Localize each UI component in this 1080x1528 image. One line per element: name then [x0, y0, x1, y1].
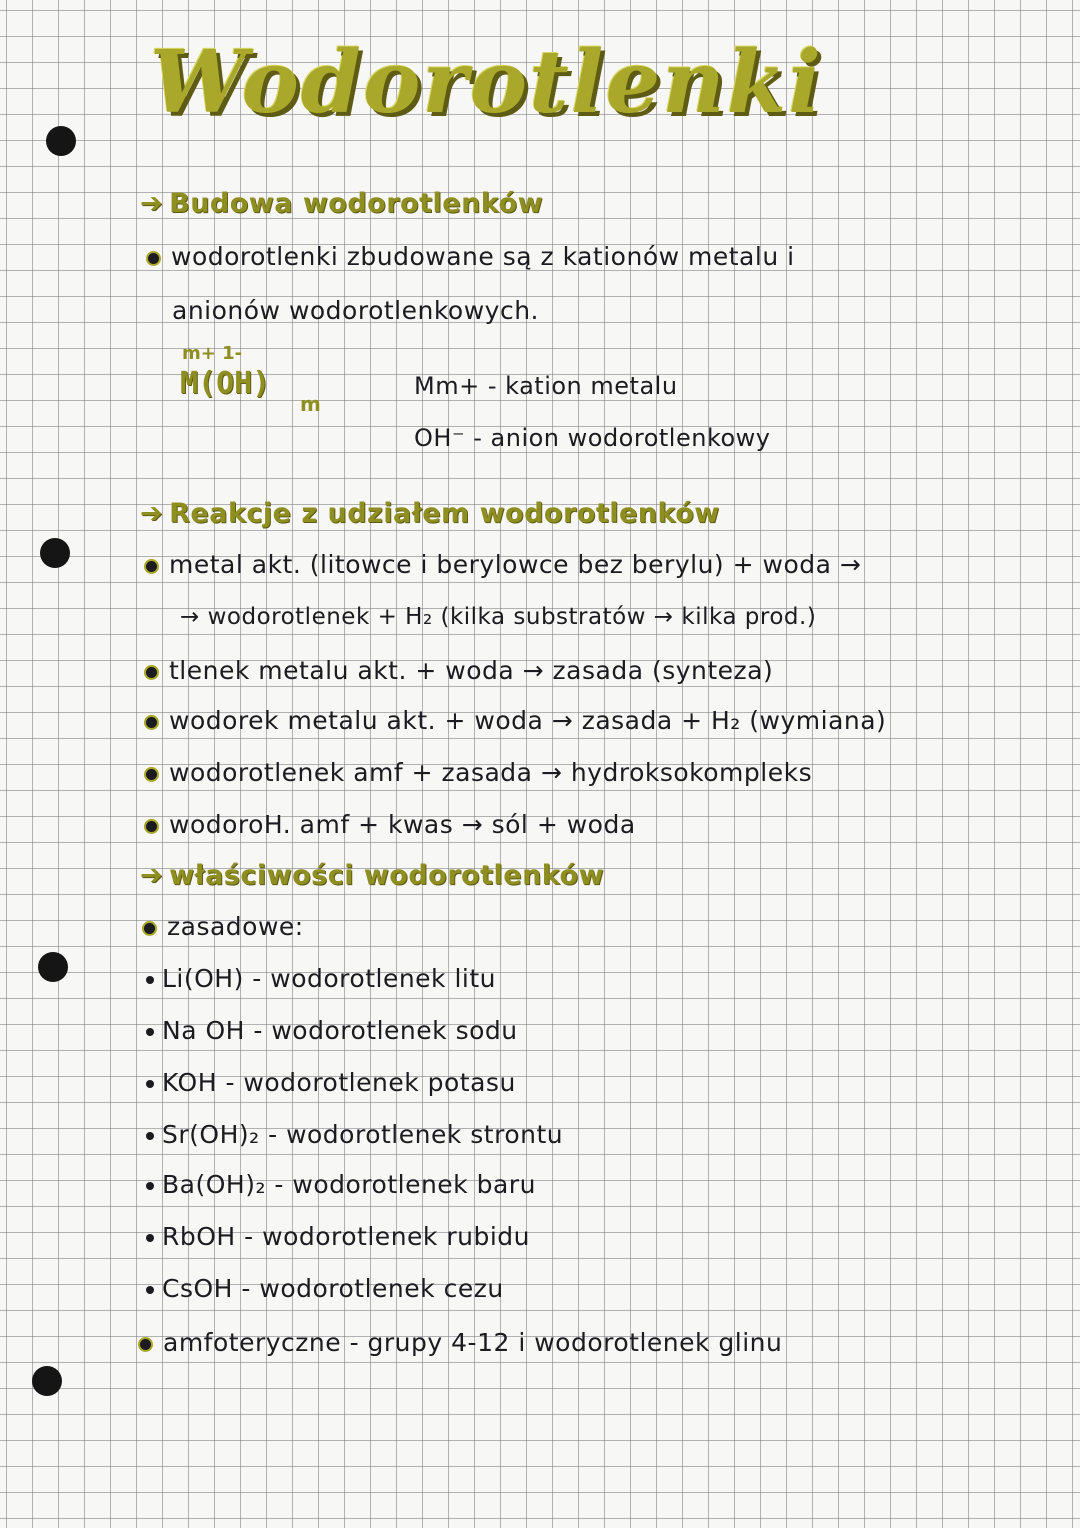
bullet-icon	[146, 561, 157, 572]
text: Na OH - wodorotlenek sodu	[162, 1016, 518, 1045]
text: tlenek metalu akt. + woda → zasada (synteza)	[169, 656, 774, 685]
reaction-1a	[146, 550, 861, 579]
text: Ba(OH)₂ - wodorotlenek baru	[162, 1170, 536, 1199]
dot-icon	[146, 976, 154, 984]
list-item	[146, 1068, 516, 1097]
list-item	[146, 1222, 530, 1251]
basic-label	[144, 912, 304, 941]
bullet-icon	[144, 923, 155, 934]
list-item	[146, 1274, 504, 1303]
reaction-4	[146, 758, 812, 787]
structure-line-1	[148, 242, 795, 271]
reaction-5	[146, 810, 636, 839]
heading-text: właściwości wodorotlenków	[169, 860, 605, 891]
bullet-icon	[146, 667, 157, 678]
text: wodorotlenek amf + zasada → hydroksokompleks	[169, 758, 813, 787]
dot-icon	[146, 1080, 154, 1088]
bullet-icon	[140, 1339, 151, 1350]
text: wodorek metalu akt. + woda → zasada + H₂ (wymiana)	[169, 706, 887, 735]
reaction-3	[146, 706, 886, 735]
binder-hole	[46, 126, 76, 156]
text: amfoteryczne - grupy 4-12 i wodorotlenek glinu	[163, 1328, 783, 1357]
text: wodorotlenki zbudowane są z kationów metalu i	[171, 242, 795, 271]
text: KOH - wodorotlenek potasu	[162, 1068, 516, 1097]
reaction-2	[146, 656, 773, 685]
text: RbOH - wodorotlenek rubidu	[162, 1222, 530, 1251]
reaction-1b: → wodorotlenek + H₂ (kilka substratów → kilka prod.)	[180, 604, 817, 630]
formula-charges: m+ 1-	[182, 343, 243, 364]
text: Sr(OH)₂ - wodorotlenek strontu	[162, 1120, 564, 1149]
bullet-icon	[146, 769, 157, 780]
dot-icon	[146, 1234, 154, 1242]
binder-hole	[40, 538, 70, 568]
section-heading-structure	[140, 188, 543, 219]
legend-cation: Mm+ - kation metalu	[414, 372, 678, 400]
heading-text: Budowa wodorotlenków	[169, 188, 544, 219]
text: Li(OH) - wodorotlenek litu	[162, 964, 497, 993]
text: CsOH - wodorotlenek cezu	[162, 1274, 504, 1303]
list-item	[146, 1170, 536, 1199]
list-item	[146, 1016, 518, 1045]
page-title: Wodorotlenki	[150, 32, 823, 133]
structure-line-2: anionów wodorotlenkowych.	[172, 296, 540, 325]
arrow-icon: ➔	[140, 188, 164, 219]
list-item	[146, 1120, 563, 1149]
section-heading-properties	[140, 860, 604, 891]
text: zasadowe:	[167, 912, 304, 941]
binder-hole	[38, 952, 68, 982]
general-formula: M(OH)	[180, 366, 271, 401]
bullet-icon	[146, 717, 157, 728]
legend-anion: OH⁻ - anion wodorotlenkowy	[414, 424, 771, 452]
bullet-icon	[148, 253, 159, 264]
dot-icon	[146, 1286, 154, 1294]
binder-hole	[32, 1366, 62, 1396]
dot-icon	[146, 1132, 154, 1140]
text: metal akt. (litowce i berylowce bez berylu) + woda →	[169, 550, 862, 579]
dot-icon	[146, 1182, 154, 1190]
arrow-icon: ➔	[140, 498, 164, 529]
section-heading-reactions	[140, 498, 720, 529]
dot-icon	[146, 1028, 154, 1036]
amphoteric-line	[140, 1328, 782, 1357]
arrow-icon: ➔	[140, 860, 164, 891]
heading-text: Reakcje z udziałem wodorotlenków	[169, 498, 720, 529]
bullet-icon	[146, 821, 157, 832]
formula-subscript: m	[300, 392, 321, 416]
list-item	[146, 964, 496, 993]
text: wodoroH. amf + kwas → sól + woda	[169, 810, 636, 839]
